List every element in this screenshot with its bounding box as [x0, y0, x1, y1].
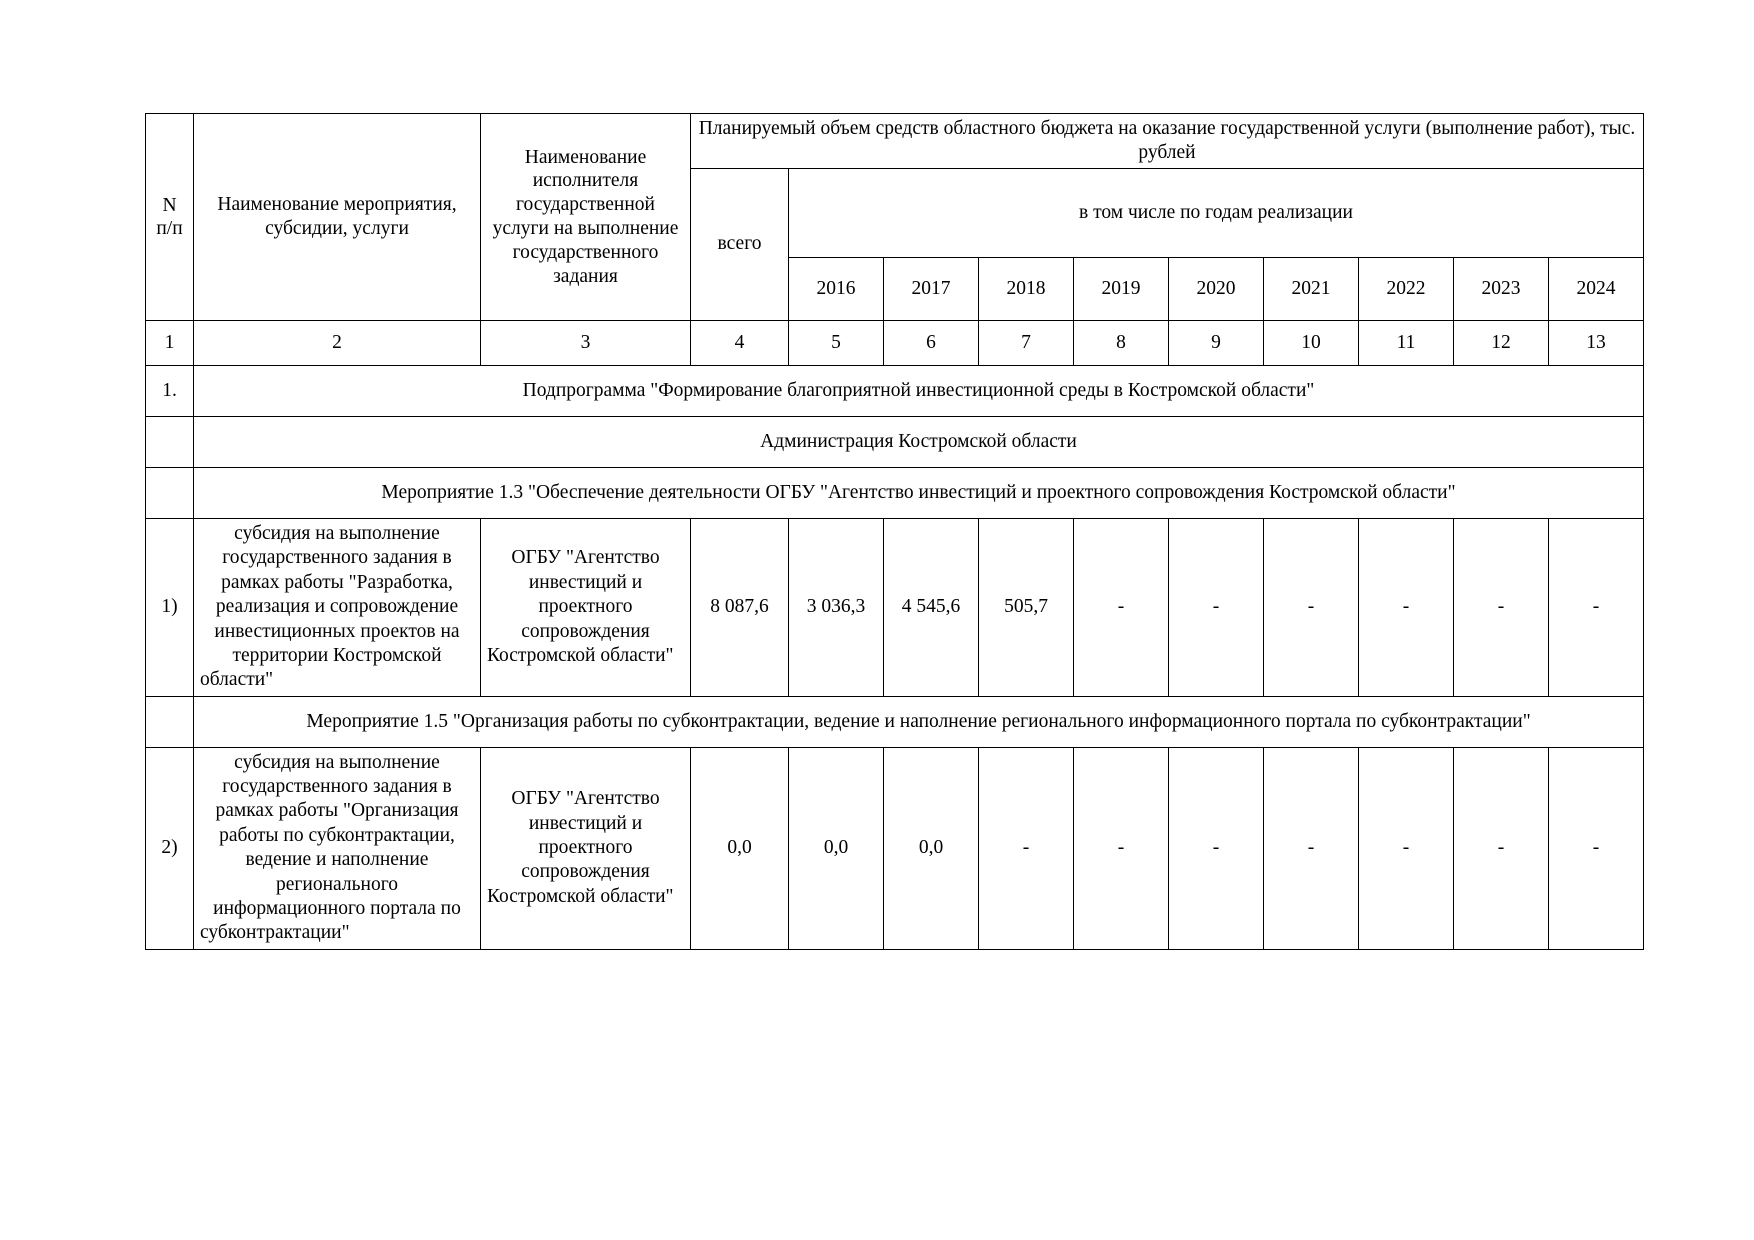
row-value-2016: 3 036,3 [789, 519, 884, 697]
row-value-2016: 0,0 [789, 747, 884, 949]
measure-1-5-number [146, 696, 194, 747]
row-total: 8 087,6 [691, 519, 789, 697]
row-value-2021: - [1264, 747, 1359, 949]
row-value-2019: - [1074, 519, 1169, 697]
header-num-line2: п/п [156, 218, 183, 239]
measure-1-3-row [146, 468, 1644, 519]
colnum-9: 9 [1169, 321, 1264, 366]
row-value-2020: - [1169, 519, 1264, 697]
subprogram-title: Подпрограмма "Формирование благоприятной инвестиционной среды в Костромской области" [194, 366, 1644, 417]
row-value-2018: 505,7 [979, 519, 1074, 697]
row-total: 0,0 [691, 747, 789, 949]
header-year-2023: 2023 [1454, 258, 1549, 321]
administration-number [146, 417, 194, 468]
colnum-1: 1 [146, 321, 194, 366]
header-year-2020: 2020 [1169, 258, 1264, 321]
table-row [146, 519, 1644, 697]
header-cell-years-group: в том числе по годам реализации [789, 168, 1644, 257]
row-value-2017: 4 545,6 [884, 519, 979, 697]
header-year-2022: 2022 [1359, 258, 1454, 321]
colnum-7: 7 [979, 321, 1074, 366]
table-row [146, 747, 1644, 949]
measure-1-3-title: Мероприятие 1.3 "Обеспечение деятельности ОГБУ "Агентство инвестиций и проектного сопровождения Костромской области" [194, 468, 1644, 519]
header-year-2024: 2024 [1549, 258, 1644, 321]
colnum-6: 6 [884, 321, 979, 366]
header-cell-total: всего [691, 168, 789, 320]
budget-table [145, 113, 1644, 950]
colnum-3: 3 [481, 321, 691, 366]
header-year-2017: 2017 [884, 258, 979, 321]
colnum-5: 5 [789, 321, 884, 366]
column-number-row [146, 321, 1644, 366]
row-number: 2) [146, 747, 194, 949]
row-value-2023: - [1454, 747, 1549, 949]
row-value-2020: - [1169, 747, 1264, 949]
measure-1-3-number [146, 468, 194, 519]
row-value-2017: 0,0 [884, 747, 979, 949]
header-year-2018: 2018 [979, 258, 1074, 321]
row-value-2021: - [1264, 519, 1359, 697]
row-value-2022: - [1359, 519, 1454, 697]
header-cell-budget: Планируемый объем средств областного бюджета на оказание государственной услуги (выполнение работ), тыс. рублей [691, 114, 1644, 169]
row-executor: ОГБУ "Агентство инвестиций и проектного сопровождения Костромской области" [481, 747, 691, 949]
row-subsidy-name: субсидия на выполнение государственного задания в рамках работы "Разработка, реализация и сопровождение инвестиционных проектов на территории Костромской области" [194, 519, 481, 697]
header-year-2019: 2019 [1074, 258, 1169, 321]
row-value-2022: - [1359, 747, 1454, 949]
row-number: 1) [146, 519, 194, 697]
header-cell-executor: Наименование исполнителя государственной услуги на выполнение государственного задания [481, 114, 691, 321]
row-subsidy-name: субсидия на выполнение государственного задания в рамках работы "Организация работы по субконтрактации, ведение и наполнение регионального информационного портала по субконтрактации" [194, 747, 481, 949]
row-value-2023: - [1454, 519, 1549, 697]
colnum-2: 2 [194, 321, 481, 366]
row-executor: ОГБУ "Агентство инвестиций и проектного сопровождения Костромской области" [481, 519, 691, 697]
colnum-13: 13 [1549, 321, 1644, 366]
colnum-4: 4 [691, 321, 789, 366]
row-value-2024: - [1549, 519, 1644, 697]
colnum-12: 12 [1454, 321, 1549, 366]
header-cell-name: Наименование мероприятия, субсидии, услуги [194, 114, 481, 321]
row-value-2019: - [1074, 747, 1169, 949]
administration-title: Администрация Костромской области [194, 417, 1644, 468]
row-value-2024: - [1549, 747, 1644, 949]
colnum-8: 8 [1074, 321, 1169, 366]
measure-1-5-row [146, 696, 1644, 747]
administration-row [146, 417, 1644, 468]
colnum-10: 10 [1264, 321, 1359, 366]
subprogram-row [146, 366, 1644, 417]
header-year-2021: 2021 [1264, 258, 1359, 321]
row-value-2018: - [979, 747, 1074, 949]
subprogram-number: 1. [146, 366, 194, 417]
measure-1-5-title: Мероприятие 1.5 "Организация работы по субконтрактации, ведение и наполнение регионального информационного портала по субконтрактации" [194, 696, 1644, 747]
header-year-2016: 2016 [789, 258, 884, 321]
header-row-1 [146, 114, 1644, 169]
header-num-line1: N [162, 195, 177, 216]
colnum-11: 11 [1359, 321, 1454, 366]
header-cell-num [146, 114, 194, 321]
